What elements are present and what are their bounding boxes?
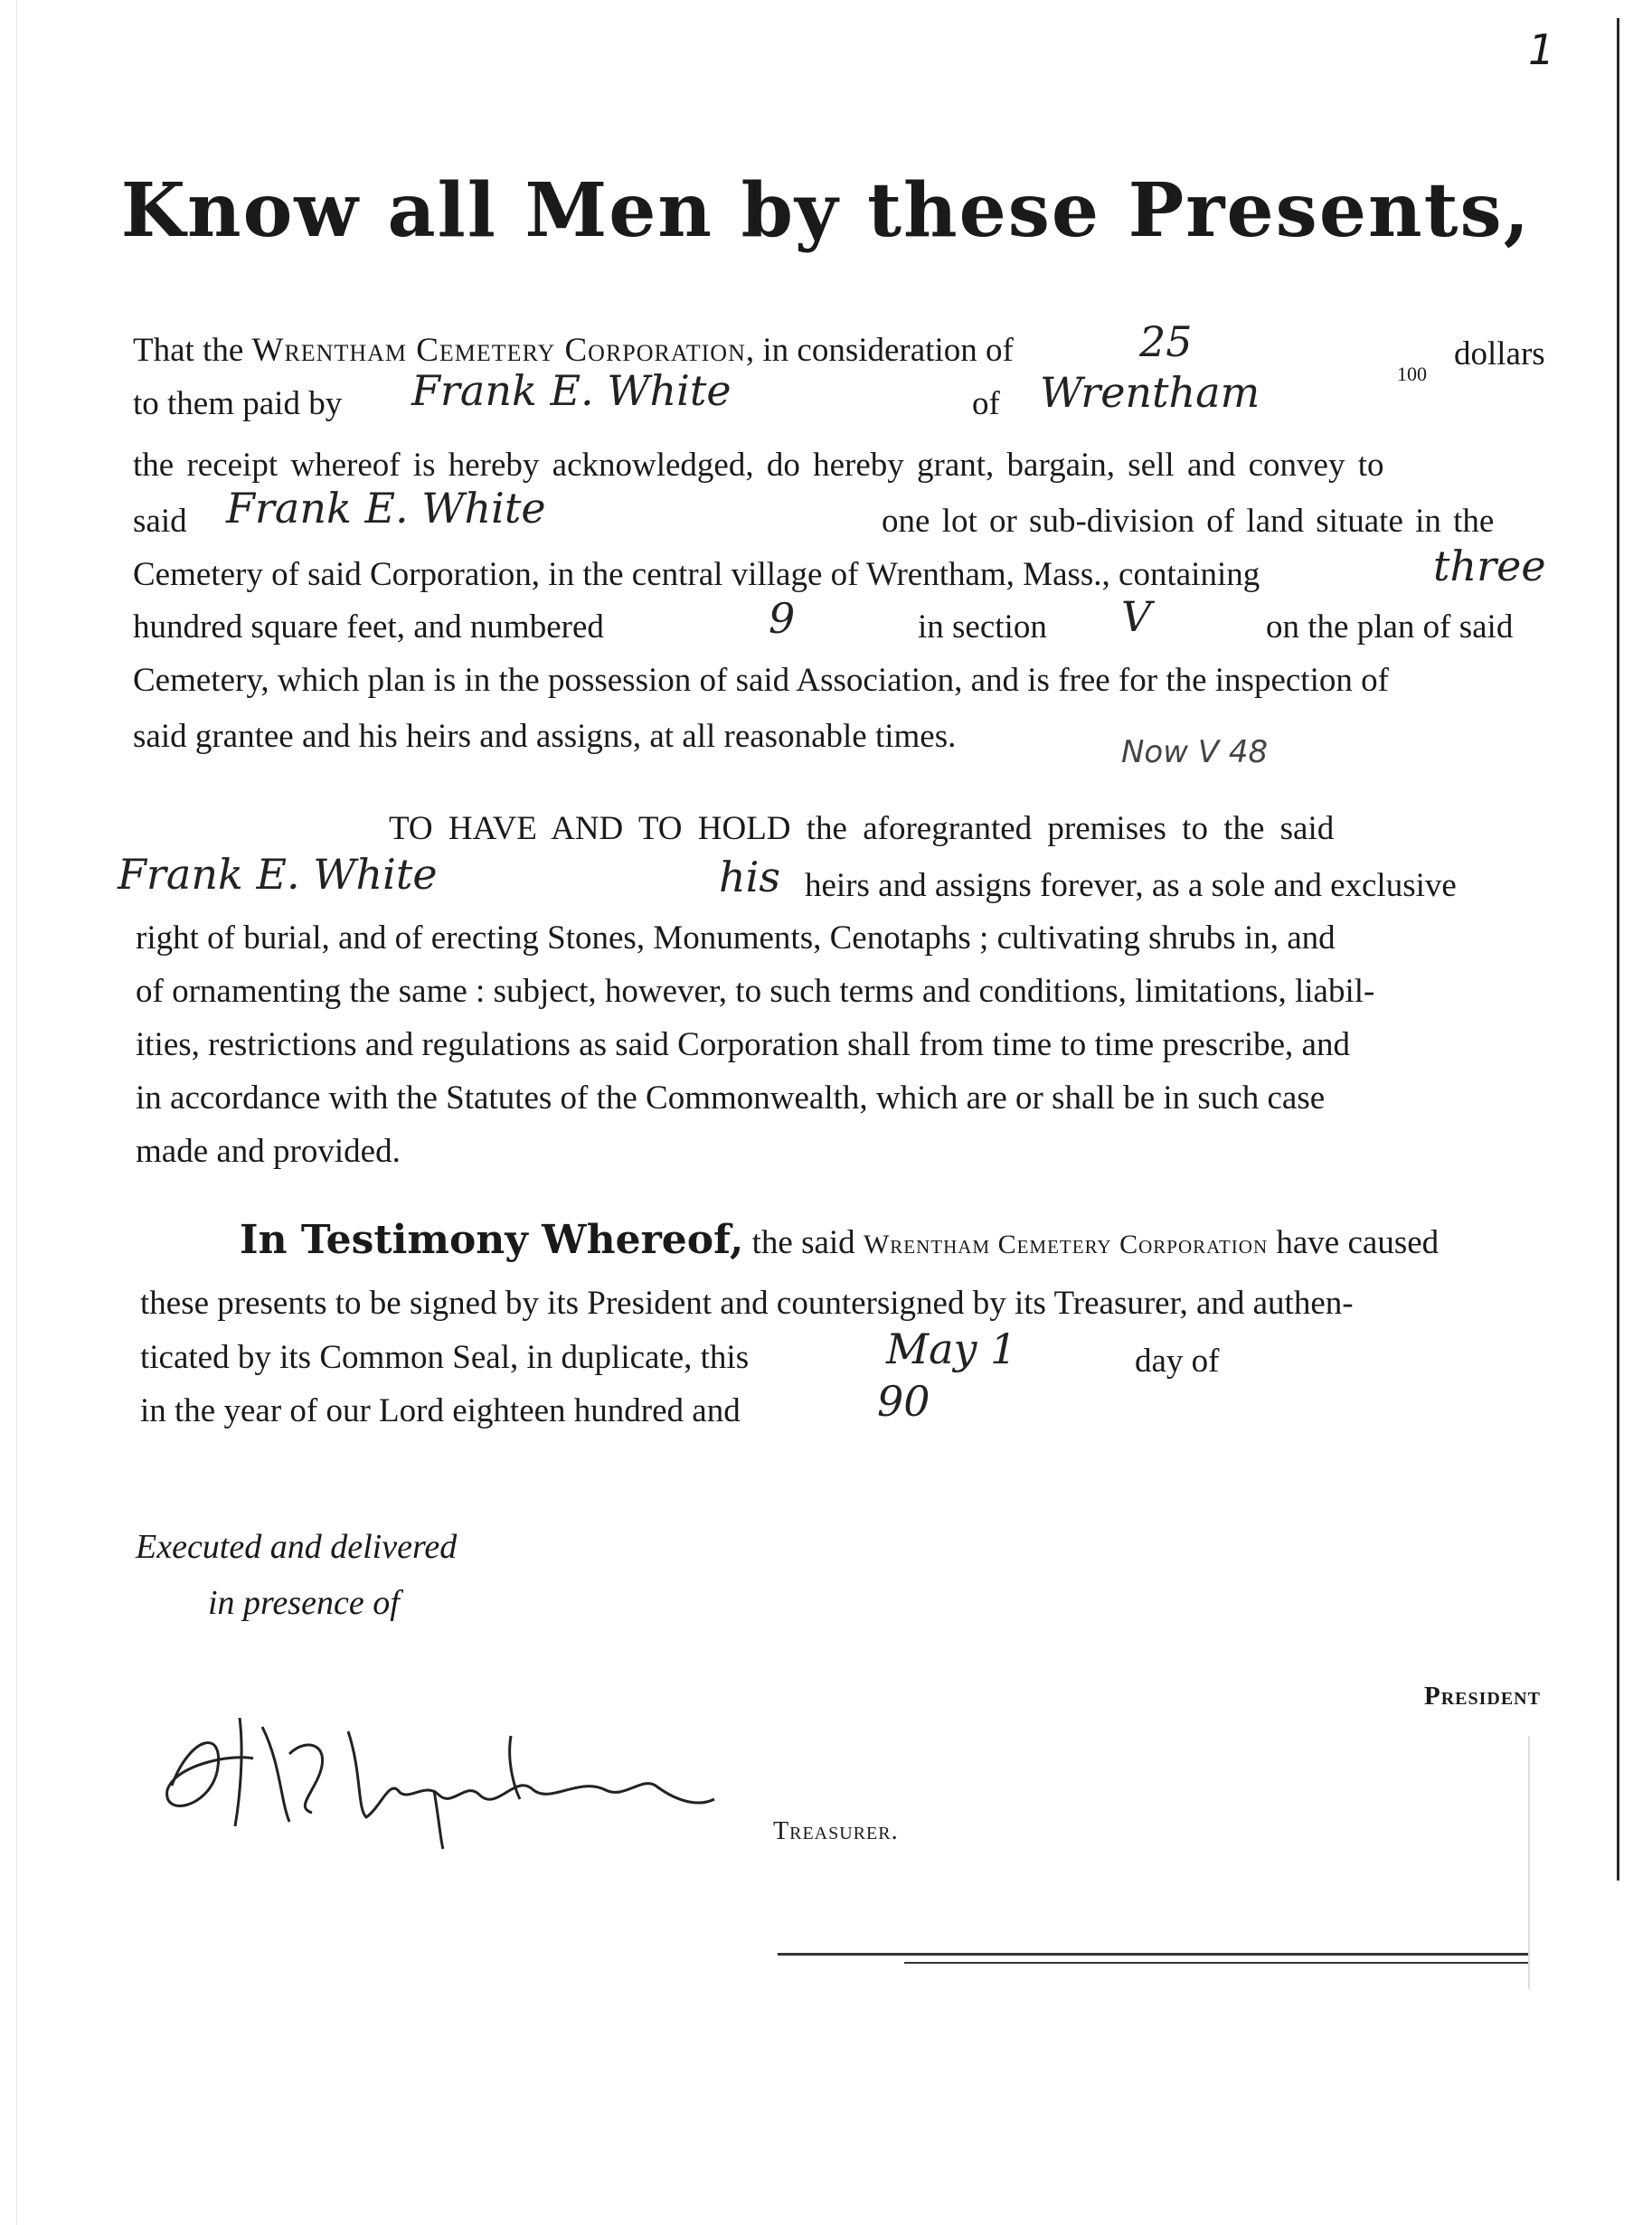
lot-number-field: 9 xyxy=(769,594,796,643)
date-field: May 1 xyxy=(886,1325,1017,1373)
para3-line2: these presents to be signed by its President and countersigned by its Treasurer, and authen- xyxy=(140,1285,1354,1322)
grantee-town-field: Wrentham xyxy=(1040,368,1260,417)
president-label: President xyxy=(1424,1682,1541,1711)
grantee-name-field: Frank E. White xyxy=(411,366,732,415)
para2-line7: made and provided. xyxy=(136,1133,401,1170)
para2-line6: in accordance with the Statutes of the Commonwealth, which are or shall be in such case xyxy=(136,1080,1326,1117)
signature-box-edge xyxy=(1528,1736,1530,1989)
square-feet-field: three xyxy=(1433,542,1546,590)
amount-field: 25 xyxy=(1139,317,1193,366)
text: That the xyxy=(133,332,244,369)
treasurer-label: Treasurer. xyxy=(773,1817,899,1845)
treasurer-signature xyxy=(154,1700,732,1858)
bottom-rule xyxy=(778,1953,1528,1956)
margin-note: Now V 48 xyxy=(1121,734,1269,770)
grantee-name-field-3: Frank E. White xyxy=(118,850,438,899)
text: have caused xyxy=(1276,1224,1440,1261)
amount-fraction: 100 xyxy=(1397,363,1427,385)
para1-line6: hundred square feet, and numbered xyxy=(133,608,604,646)
executed-line1: Executed and delivered xyxy=(136,1528,458,1566)
para3-line4: in the year of our Lord eighteen hundred and xyxy=(140,1392,741,1429)
day-of-label: day of xyxy=(1135,1343,1220,1380)
of-label: of xyxy=(972,385,1000,422)
document-title: Know all Men by these Presents, xyxy=(120,167,1532,254)
scan-edge-right xyxy=(1617,18,1619,1881)
para1-line4-rest: one lot or sub-division of land situate in the xyxy=(882,503,1495,540)
para1-line7: Cemetery, which plan is in the possession of said Association, and is free for the inspection of xyxy=(133,662,1389,699)
para1-line3: the receipt whereof is hereby acknowledged, do hereby grant, bargain, sell and convey to xyxy=(133,447,1384,484)
section-field: V xyxy=(1121,592,1152,641)
signature-icon xyxy=(154,1700,732,1853)
section-label: in section xyxy=(918,608,1047,646)
execution-note xyxy=(136,1519,457,1631)
page-corner-mark: 1 xyxy=(1528,25,1555,74)
corporation-name: Wrentham Cemetery Corporation xyxy=(251,332,746,369)
para1-line5: Cemetery of said Corporation, in the central village of Wrentham, Mass., containing xyxy=(133,556,1260,593)
para1-line1 xyxy=(133,331,1014,371)
para2-line3: right of burial, and of erecting Stones, Monuments, Cenotaphs ; cultivating shrubs in, and xyxy=(136,919,1336,957)
corporation-name: Wrentham Cemetery Corporation xyxy=(863,1230,1269,1259)
scan-edge-left xyxy=(16,0,17,2225)
para2-line4: of ornamenting the same : subject, however, to such terms and conditions, limitations, liabil- xyxy=(136,973,1375,1010)
text: , in consideration of xyxy=(745,332,1014,369)
para2-line2: heirs and assigns forever, as a sole and exclusive xyxy=(805,867,1457,904)
para1-line6-rest: on the plan of said xyxy=(1266,608,1514,646)
year-field: 90 xyxy=(877,1377,930,1426)
para1-line2: to them paid by xyxy=(133,385,343,422)
para3-line1 xyxy=(240,1217,1440,1265)
para1-line4: said xyxy=(133,503,187,540)
grantee-name-field-2: Frank E. White xyxy=(226,484,546,533)
dollars-label: dollars xyxy=(1454,335,1545,372)
bottom-rule-2 xyxy=(904,1962,1528,1964)
executed-line2: in presence of xyxy=(208,1584,400,1622)
his-field: his xyxy=(719,853,780,901)
para2-line5: ities, restrictions and regulations as said Corporation shall from time to time prescribe, and xyxy=(136,1026,1350,1063)
text: the said xyxy=(751,1224,855,1261)
para3-line3: ticated by its Common Seal, in duplicate, this xyxy=(140,1339,750,1376)
testimony-heading: In Testimony Whereof, xyxy=(240,1217,744,1263)
para1-line8: said grantee and his heirs and assigns, at all reasonable times. xyxy=(133,718,957,755)
para2-line1: TO HAVE AND TO HOLD the aforegranted premises to the said xyxy=(389,810,1335,847)
